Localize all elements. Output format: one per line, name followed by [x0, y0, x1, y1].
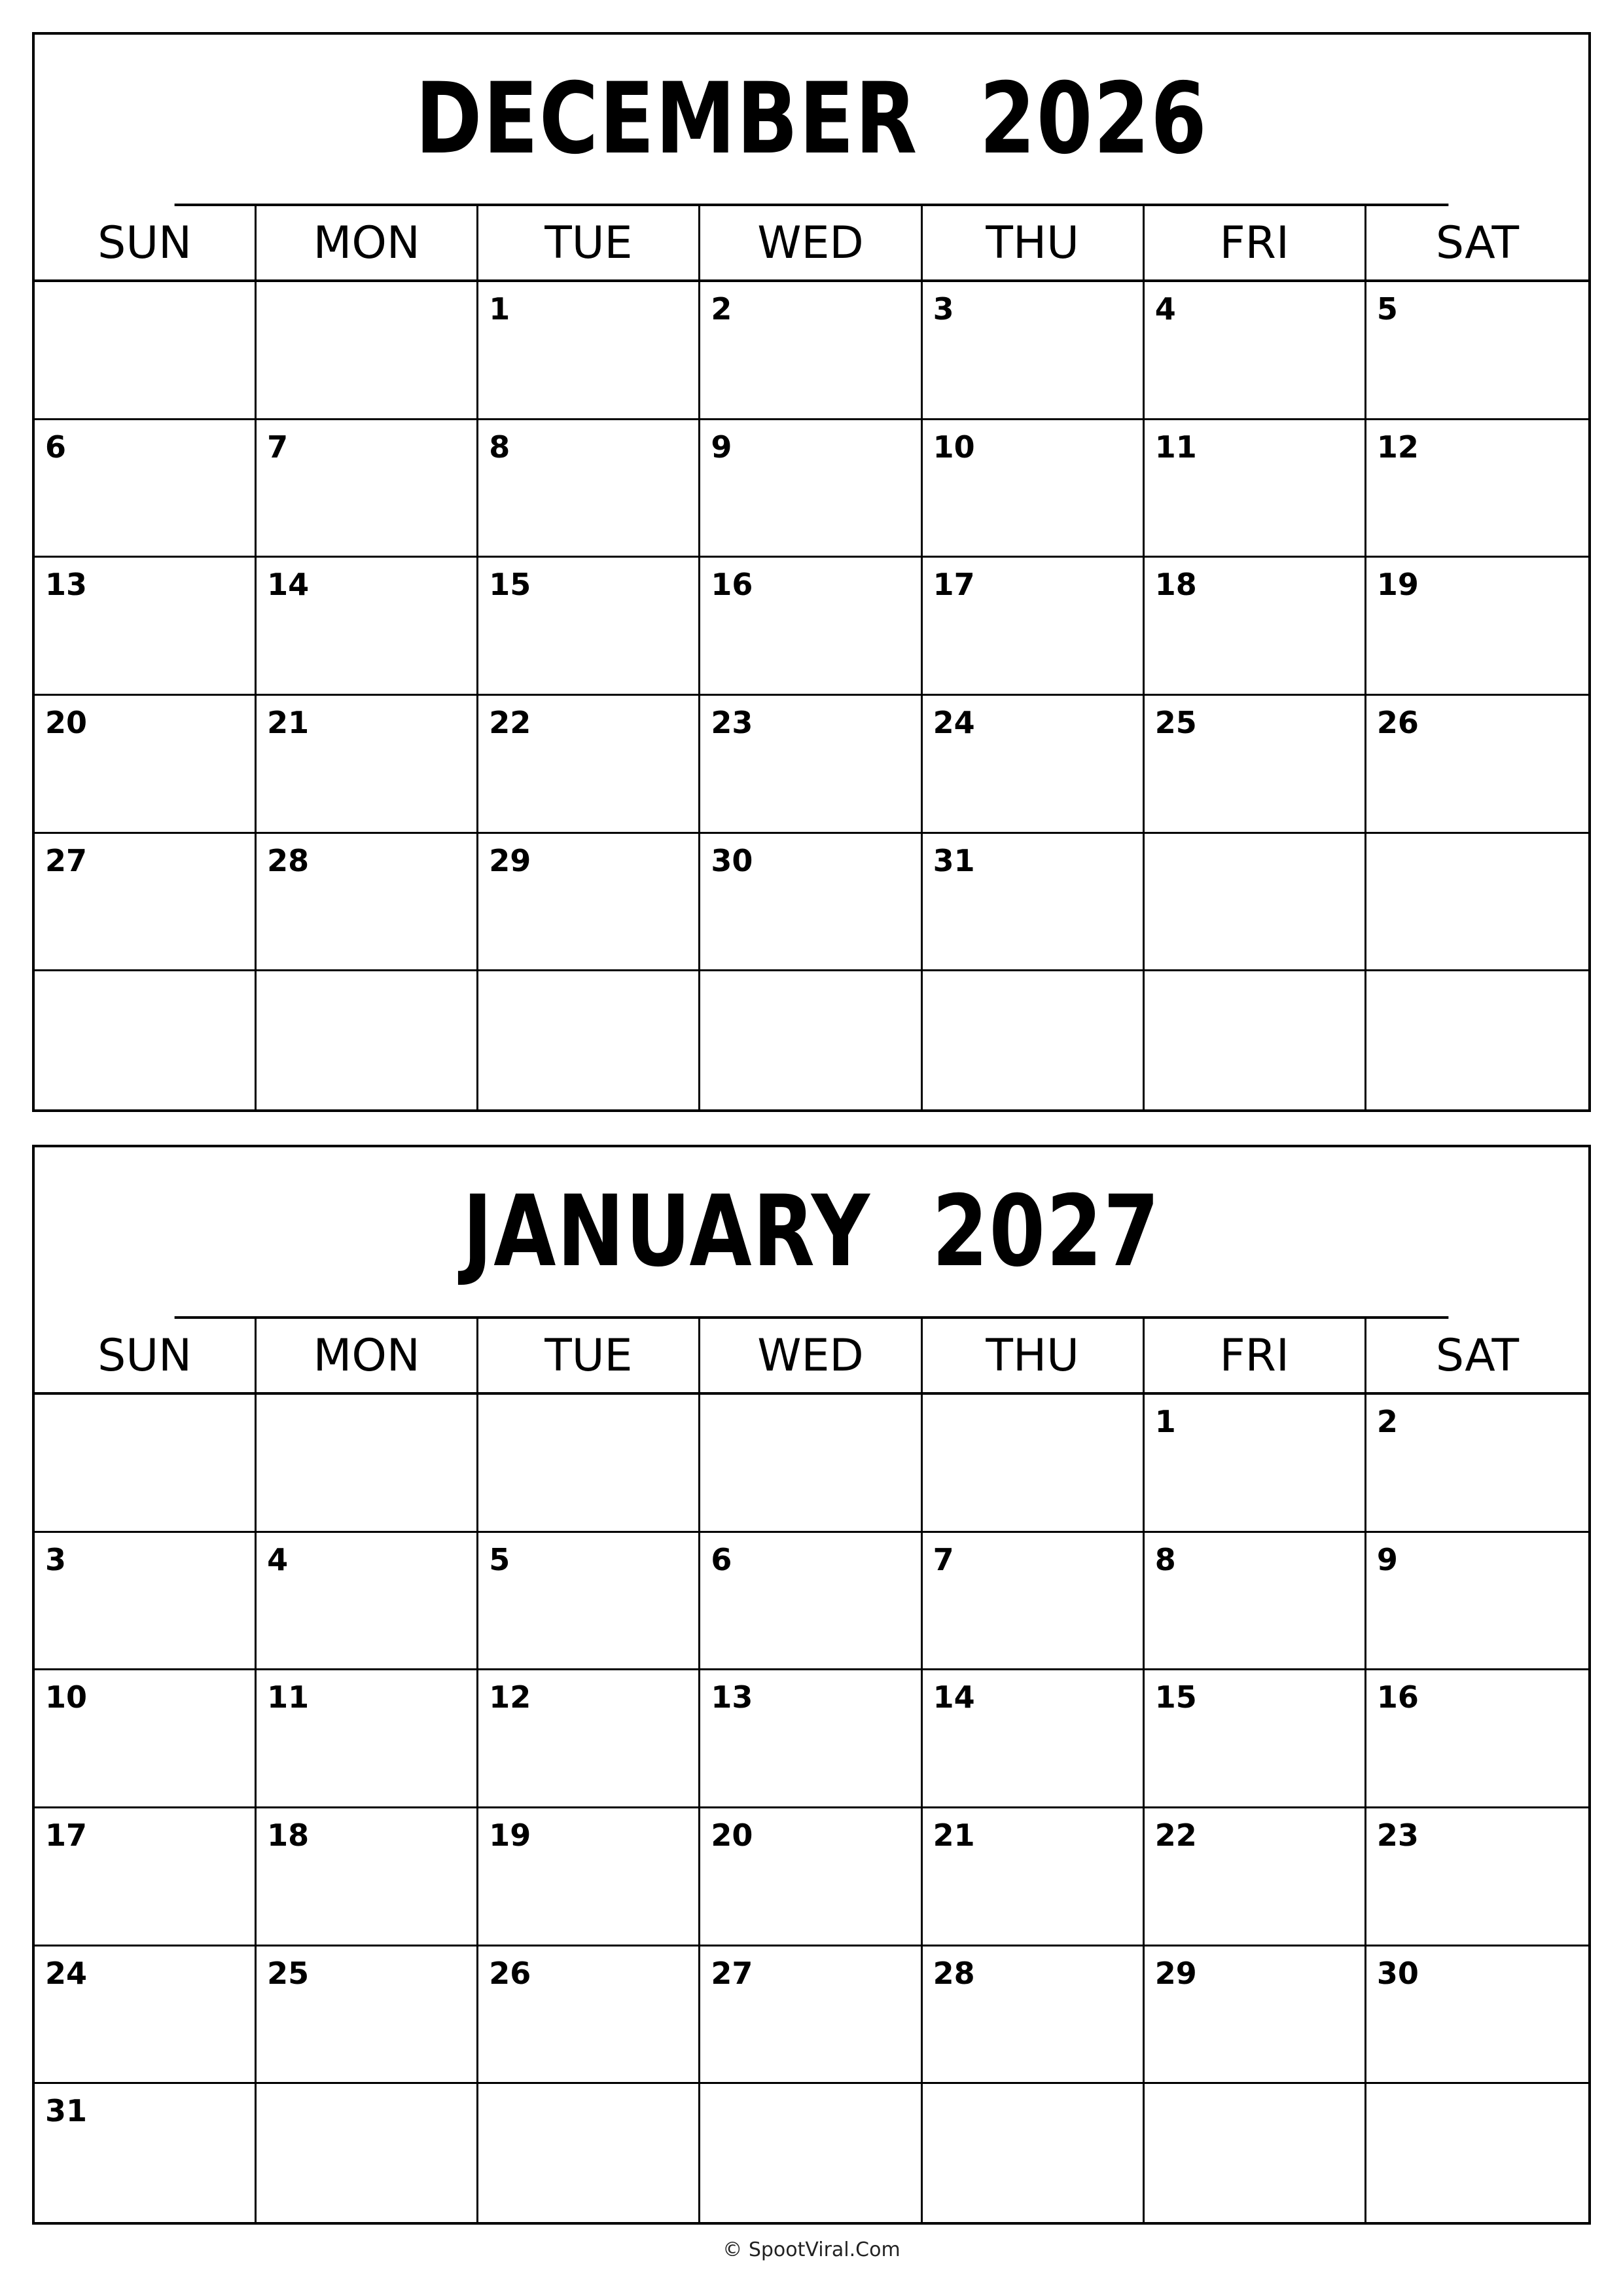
weekday-label: MON — [257, 1319, 478, 1392]
day-cell: 26 — [1366, 696, 1588, 834]
day-cell: 24 — [923, 696, 1145, 834]
day-cell: 7 — [923, 1533, 1145, 1671]
day-cell: 30 — [700, 834, 922, 972]
empty-day-cell — [257, 2084, 478, 2222]
empty-day-cell — [1366, 834, 1588, 972]
weekday-label: THU — [923, 1319, 1145, 1392]
empty-day-cell — [35, 1395, 257, 1533]
day-cell: 15 — [478, 558, 700, 696]
weekday-label: MON — [257, 206, 478, 279]
weekday-label: WED — [700, 1319, 922, 1392]
empty-day-cell — [478, 2084, 700, 2222]
weekday-label: SUN — [35, 206, 257, 279]
weekday-label: FRI — [1145, 206, 1366, 279]
weekday-header-row — [35, 1319, 1588, 1395]
day-cell: 3 — [923, 282, 1145, 420]
day-cell: 12 — [1366, 420, 1588, 558]
day-cell: 20 — [35, 696, 257, 834]
day-cell: 1 — [478, 282, 700, 420]
weekday-label: SAT — [1435, 1329, 1520, 1382]
day-cell: 28 — [923, 1946, 1145, 2085]
day-cell: 19 — [478, 1808, 700, 1946]
empty-day-cell — [1366, 2084, 1588, 2222]
weekday-header-row — [35, 206, 1588, 282]
empty-day-cell — [923, 971, 1145, 1109]
empty-day-cell — [923, 1395, 1145, 1533]
day-cell: 19 — [1366, 558, 1588, 696]
weekday-label: TUE — [478, 1319, 700, 1392]
day-cell: 30 — [1366, 1946, 1588, 2085]
day-cell: 9 — [1366, 1533, 1588, 1671]
day-cell: 6 — [700, 1533, 922, 1671]
day-cell: 18 — [1145, 558, 1366, 696]
day-cell: 3 — [35, 1533, 257, 1671]
weekday-label: TUE — [478, 206, 700, 279]
day-cell: 10 — [35, 1670, 257, 1808]
empty-day-cell — [700, 1395, 922, 1533]
empty-day-cell — [700, 2084, 922, 2222]
day-cell: 27 — [700, 1946, 922, 2085]
copyright-footer: © SpootViral.Com — [722, 2238, 901, 2261]
day-cell: 26 — [478, 1946, 700, 2085]
weekday-label: FRI — [1145, 1319, 1366, 1392]
day-cell: 24 — [35, 1946, 257, 2085]
empty-day-cell — [257, 971, 478, 1109]
day-cell: 13 — [700, 1670, 922, 1808]
day-cell: 8 — [1145, 1533, 1366, 1671]
day-cell: 25 — [1145, 696, 1366, 834]
day-cell: 18 — [257, 1808, 478, 1946]
day-cell: 12 — [478, 1670, 700, 1808]
month-title: DECEMBER 2026 — [175, 35, 1449, 206]
empty-day-cell — [35, 971, 257, 1109]
day-cell: 21 — [257, 696, 478, 834]
day-cell: 7 — [257, 420, 478, 558]
day-cell: 4 — [257, 1533, 478, 1671]
day-cell: 5 — [1366, 282, 1588, 420]
empty-day-cell — [1145, 2084, 1366, 2222]
day-cell: 21 — [923, 1808, 1145, 1946]
empty-day-cell — [35, 282, 257, 420]
day-cell: 11 — [1145, 420, 1366, 558]
day-cell: 16 — [1366, 1670, 1588, 1808]
day-cell: 15 — [1145, 1670, 1366, 1808]
weekday-label: SUN — [35, 1319, 257, 1392]
day-cell: 10 — [923, 420, 1145, 558]
empty-day-cell — [923, 2084, 1145, 2222]
empty-day-cell — [478, 971, 700, 1109]
day-cell: 2 — [700, 282, 922, 420]
empty-day-cell — [257, 282, 478, 420]
day-cell: 5 — [478, 1533, 700, 1671]
empty-day-cell — [478, 1395, 700, 1533]
day-cell: 22 — [478, 696, 700, 834]
day-cell: 31 — [923, 834, 1145, 972]
empty-day-cell — [257, 1395, 478, 1533]
day-cell: 23 — [700, 696, 922, 834]
weekday-label: SAT — [1435, 217, 1520, 269]
day-cell: 4 — [1145, 282, 1366, 420]
day-cell: 17 — [923, 558, 1145, 696]
days-grid — [35, 282, 1588, 1109]
empty-day-cell — [1366, 971, 1588, 1109]
empty-day-cell — [1145, 971, 1366, 1109]
day-cell: 22 — [1145, 1808, 1366, 1946]
day-cell: 1 — [1145, 1395, 1366, 1533]
weekday-label: THU — [923, 206, 1145, 279]
month-title: JANUARY 2027 — [175, 1147, 1449, 1319]
day-cell: 8 — [478, 420, 700, 558]
day-cell: 20 — [700, 1808, 922, 1946]
day-cell: 28 — [257, 834, 478, 972]
day-cell: 9 — [700, 420, 922, 558]
day-cell: 17 — [35, 1808, 257, 1946]
weekday-label: WED — [700, 206, 922, 279]
day-cell: 27 — [35, 834, 257, 972]
day-cell: 29 — [478, 834, 700, 972]
day-cell: 23 — [1366, 1808, 1588, 1946]
day-cell: 11 — [257, 1670, 478, 1808]
day-cell: 25 — [257, 1946, 478, 2085]
days-grid — [35, 1395, 1588, 2222]
calendar-january-2027 — [32, 1145, 1591, 2225]
day-cell: 6 — [35, 420, 257, 558]
day-cell: 31 — [35, 2084, 257, 2222]
empty-day-cell — [700, 971, 922, 1109]
empty-day-cell — [1145, 834, 1366, 972]
calendar-december-2026 — [32, 32, 1591, 1112]
day-cell: 29 — [1145, 1946, 1366, 2085]
day-cell: 13 — [35, 558, 257, 696]
day-cell: 2 — [1366, 1395, 1588, 1533]
day-cell: 14 — [923, 1670, 1145, 1808]
day-cell: 14 — [257, 558, 478, 696]
day-cell: 16 — [700, 558, 922, 696]
